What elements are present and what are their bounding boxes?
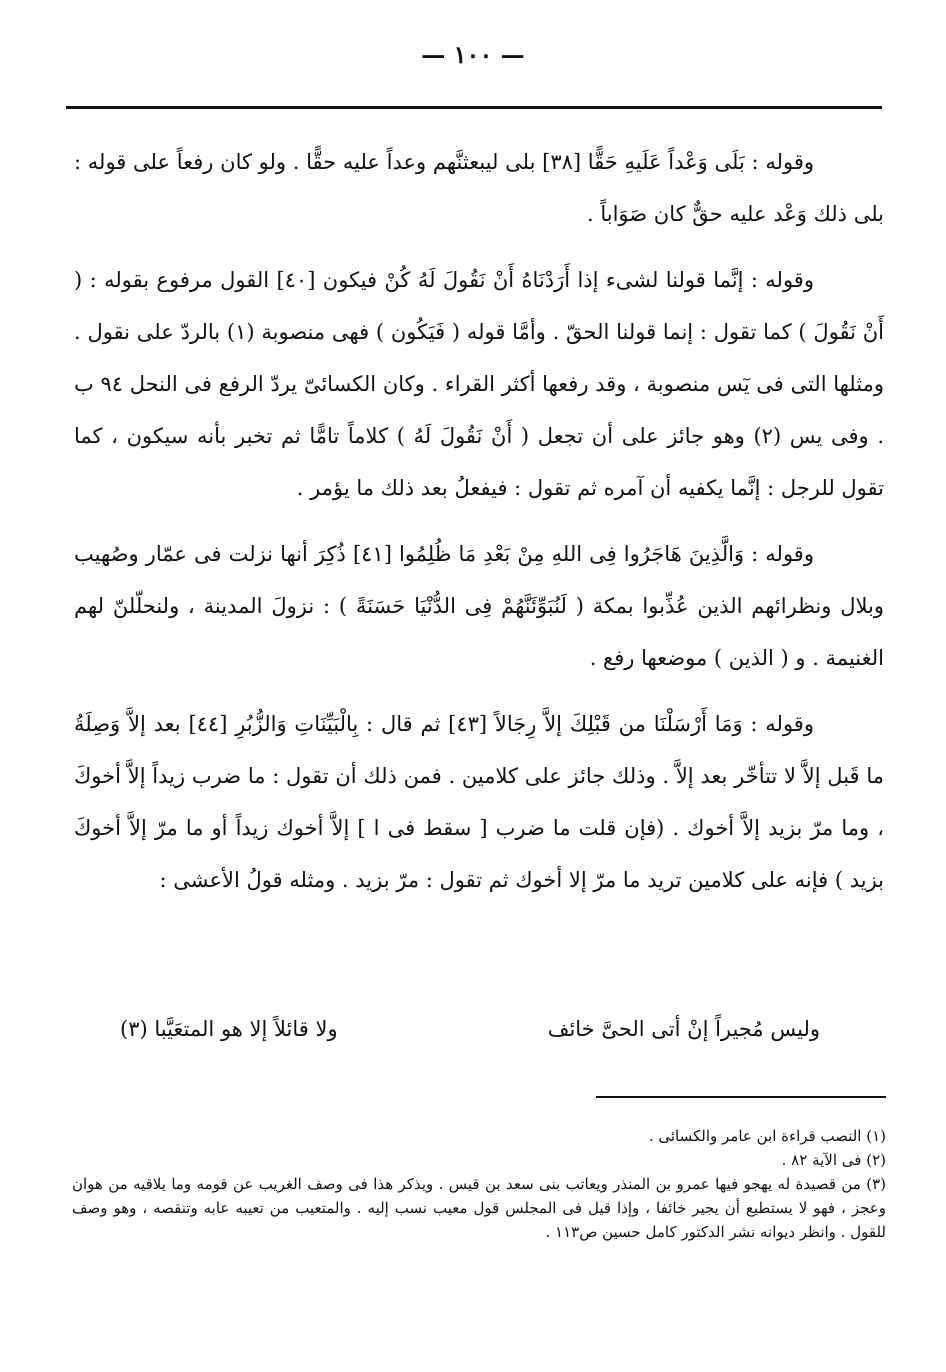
header-rule [66,106,882,109]
footnote-rule [596,1096,886,1098]
footnote: (١) النصب قراءة ابن عامر والكسائى . [648,1127,886,1145]
paragraph: وقوله : وَمَا أَرْسَلْنَا من قَبْلِكَ إلاَّ رِجَالاً [٤٣] ثم قال : بِالْبَيِّنَاتِ وَالزُّبُرِ [٤٤] بعد إلاَّ وَصِلَةُ ما قَبل إلاَّ لا تتأخّر بعد إلاَّ . وذلك جائز على كلامين . فمن ذلك أن تقول : ما ضرب زيداً إلاَّ أخوكَ ، وما مرّ بزيد إلاَّ أخوك . (فإن قلت ما ضرب [ سقط فى ا ] إلاَّ أخوك زيداً أو ما مرّ إلاَّ أخوكَ بزيد ) فإنه على كلامين تريد ما مرّ إلا أخوك ثم تقول : مرّ بزيد . ومثله قولُ الأعشى : [74,712,884,892]
paragraph: وقوله : بَلَى وَعْداً عَلَيهِ حَقًّا [٣٨] بلى ليبعثنَّهم وعداً عليه حقًّا . ولو كان رفعاً على قوله : بلى ذلك وَعْد عليه حقٌّ كان صَوَاباً . [74,150,884,226]
footnotes [72,1124,886,1244]
poetry-verse [120,1006,820,1052]
paragraph: وقوله : إنَّما قولنا لشىء إذا أَرَدْنَاهُ أَنْ نَقُولَ لَهُ كُنْ فيكون [٤٠] القول مرفوع بقوله : ( أَنْ نَقُولَ ) كما تقول : إنما قولنا الحقّ . وأمَّا قوله ( فَيَكُون ) فهى منصوبة (١) بالردّ على نقول . ومثلها التى فى يٓس منصوبة ، وقد رفعها أكثر القراء . وكان الكسائىّ يردّ الرفع فى النحل ٩٤ ب . وفى يس (٢) وهو جائز على أن تجعل ( أَنْ نَقُولَ لَهُ ) كلاماً تامًّا ثم تخبر بأنه سيكون ، كما تقول للرجل : إنَّما يكفيه أن آمره ثم تقول : فيفعلُ بعد ذلك ما يؤمر . [74,268,884,500]
verse-first-hemistich: وليس مُجيراً إنْ أتى الحىَّ خائف [547,1017,820,1041]
footnote: (٢) فى الآية ٨٢ . [781,1151,886,1169]
page-number: — ١٠٠ — [421,40,525,69]
main-text [74,136,884,920]
paragraph: وقوله : وَالَّذِينَ هَاجَرُوا فِى اللهِ مِنْ بَعْدِ مَا ظُلِمُوا [٤١] ذُكِرَ أنها نزلت فى عمّار وصُهيب وبلال ونظرائهم الذين عُذِّبوا بمكة ( لَنُبَوِّئَنَّهُمْ فِى الدُّنْيَا حَسَنَةً ) : نزولَ المدينة ، ولنحلّلنّ لهم الغنيمة . و ( الذين ) موضعها رفع . [74,542,884,670]
footnote: (٣) من قصيدة له يهجو فيها عمرو بن المنذر ويعاتب بنى سعد بن قيس . ويذكر هذا فى وصف الغريب عن قومه وما يلاقيه من هوان وعجز ، فهو لا يستطيع أن يجير خائفا ، وإذا قيل فى المجلس قول معيب نسب إليه . والمتعيب من تعيبه عابه وتنقصه ، وهو وصف للقول . وانظر ديوانه نشر الدكتور كامل حسين ص١١٣ . [72,1175,886,1241]
verse-second-hemistich: ولا قائلاً إلا هو المتعَيَّبا (٣) [120,1017,338,1041]
